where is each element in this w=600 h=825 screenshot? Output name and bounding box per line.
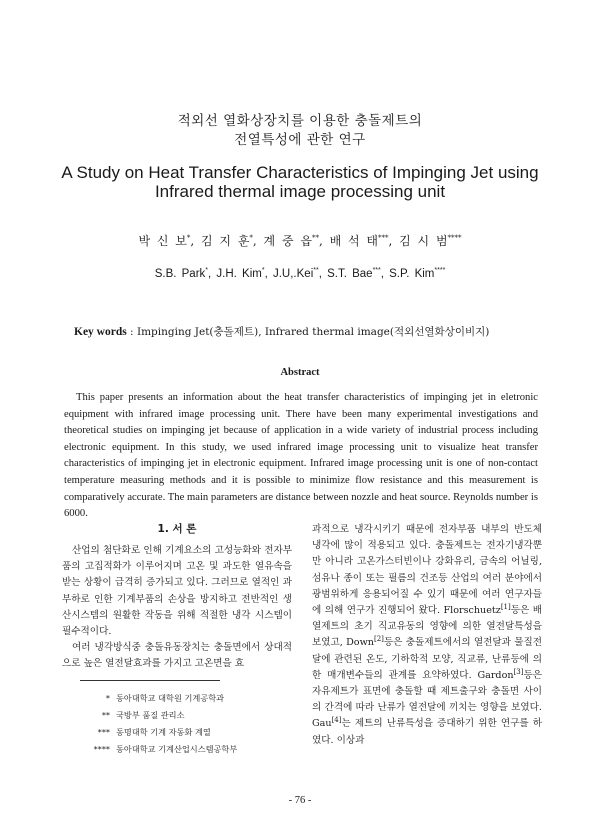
- korean-title-line-1: 적외선 열화상장치를 이용한 충돌제트의: [177, 113, 423, 129]
- korean-title-line-2: 전열특성에 관한 연구: [234, 132, 366, 148]
- author-name: 배 석 태: [329, 234, 378, 248]
- citation-ref: [3]: [513, 667, 524, 676]
- author-mark: **: [313, 267, 319, 275]
- footnote-mark: ****: [93, 744, 110, 754]
- author-name: 계 중 읍: [263, 234, 312, 248]
- author-mark: *: [249, 234, 253, 242]
- author-mark: *: [261, 267, 265, 275]
- footnote-text: 동아대학교 대학원 기계공학과: [116, 693, 225, 703]
- keywords-line: Key words : Impinging Jet(충돌제트), Infrared thermal image(적외선열화상이비지): [74, 326, 490, 338]
- intro-text-segment: 과적으로 냉각시키기 때문에 전자부품 내부의 반도체 냉각에 많이 적용되고 있다. 충돌제트는 전자기냉각뿐만 아니라 고온가스터빈이나 강화유리, 금속의 어닐링, 섬유나 종이 또는 필름의 건조등 산업의 여러 분야에서 광범위하게 응용되어질 수 있기 때문에 여러 연구자들에 의해 연구가 진행되어 왔다. Florschuetz: [312, 524, 542, 617]
- intro-text-segment: 등은 배열제트의 초기 직교유동의 영향에 의한 열전달특성을 보였고, Down: [312, 605, 542, 649]
- footnote-mark: **: [101, 710, 110, 720]
- author-mark: *: [186, 234, 191, 242]
- keywords-label: Key words: [74, 326, 127, 338]
- author-mark: *: [205, 267, 209, 275]
- footnotes: [82, 690, 237, 758]
- intro-paragraph-2: 여러 냉각방식중 충돌유동장치는 충돌면에서 상대적으로 높은 열전달효과를 가지고 고온면을 효: [62, 642, 292, 670]
- author-name: S.T. Bae: [327, 268, 373, 280]
- author-name: J.U,.Kei: [272, 268, 314, 280]
- footnote-mark: ***: [97, 727, 110, 737]
- author-name: J.H. Kim: [216, 268, 262, 280]
- author-mark: ***: [378, 234, 389, 242]
- footnote-divider: [80, 680, 220, 681]
- left-column: [62, 543, 292, 673]
- author-mark: ***: [372, 267, 381, 275]
- citation-ref: [1]: [500, 602, 511, 611]
- page-number: - 76 -: [288, 795, 312, 806]
- intro-text-segment: 등은 자유제트가 표면에 충돌할 때 제트출구와 충돌면 사이의 간격에 따라 난류가 열전달에 끼치는 영향을 보였다. Gau: [312, 669, 542, 730]
- authors-english: S.B. Park*, J.H. Kim*, J.U,.Kei**, S.T. Bae***, S.P. Kim****: [154, 267, 446, 280]
- intro-text-segment: 등은 충돌제트에서의 열전달과 물질전달에 관련된 온도, 기하학적 모양, 직교류, 난류등에 의한 매개변수들의 관계를 요약하였다. Gardon: [312, 637, 542, 681]
- keywords-text: Impinging Jet(충돌제트), Infrared thermal image(적외선열화상이비지): [136, 326, 490, 338]
- authors-korean: 박 신 보*, 김 지 훈*, 계 중 읍**, 배 석 태***, 김 시 범****: [138, 234, 462, 248]
- section-heading-introduction: 1. 서 론: [157, 523, 197, 535]
- author-mark: ****: [447, 234, 462, 242]
- footnote-text: 동아대학교 기계산업시스템공학부: [116, 744, 238, 754]
- citation-ref: [4]: [331, 716, 342, 725]
- abstract-heading: Abstract: [280, 367, 320, 378]
- author-name: 박 신 보: [138, 234, 187, 248]
- citation-ref: [2]: [373, 635, 384, 644]
- footnote: [82, 724, 237, 741]
- footnote: [82, 707, 237, 724]
- author-name: S.B. Park: [154, 268, 206, 280]
- author-name: 김 시 범: [399, 234, 448, 248]
- footnote: [82, 741, 237, 758]
- footnote-mark: *: [105, 693, 110, 703]
- right-column: [312, 522, 542, 749]
- abstract-body: This paper presents an information about the heat transfer characteristics of impinging jet in eletronic equipment with infrared image processing unit. There have been many experimental investigations and theoretical studies on impinging jet because of application in a wide variety of industrial process including electronic equipment. In this study, we used infrared image processing unit to visualize heat transfer characteristics of impinging jet in electronic equipment. Infrared image processing unit is one of non-contact temperature measuring methods and it is possible to minimize flow resistance and this measurement is comparatively accurate. The main parameters are distance between nozzle and heat source. Reynolds number is 6000.: [64, 392, 538, 520]
- intro-text-segment: 는 제트의 난류특성을 증대하기 위한 연구를 하였다. 이상과: [312, 718, 542, 746]
- author-name: S.P. Kim: [389, 268, 435, 280]
- english-title-line-2: Infrared thermal image processing unit: [154, 182, 446, 201]
- author-name: 김 지 훈: [201, 234, 250, 248]
- footnote-text: 국방부 품질 관리소: [116, 710, 185, 720]
- english-title-line-1: A Study on Heat Transfer Characteristics of Impinging Jet using: [61, 163, 539, 182]
- author-mark: ****: [434, 267, 446, 275]
- footnote: [82, 690, 237, 707]
- footnote-text: 동명대학 기계 자동화 계열: [116, 727, 211, 737]
- author-mark: **: [311, 234, 319, 242]
- intro-paragraph-1: 산업의 첨단화로 인해 기계요소의 고성능화와 전자부품의 고집적화가 이루어지며 고온 및 과도한 열유속을 받는 상황이 급격히 증가되고 있다. 그러므로 열적인 과부하로 인한 기계부품의 손상을 방지하고 전반적인 생산시스템의 원활한 작동을 위해 적절한 냉각 시스템이 필수적이다.: [62, 545, 292, 638]
